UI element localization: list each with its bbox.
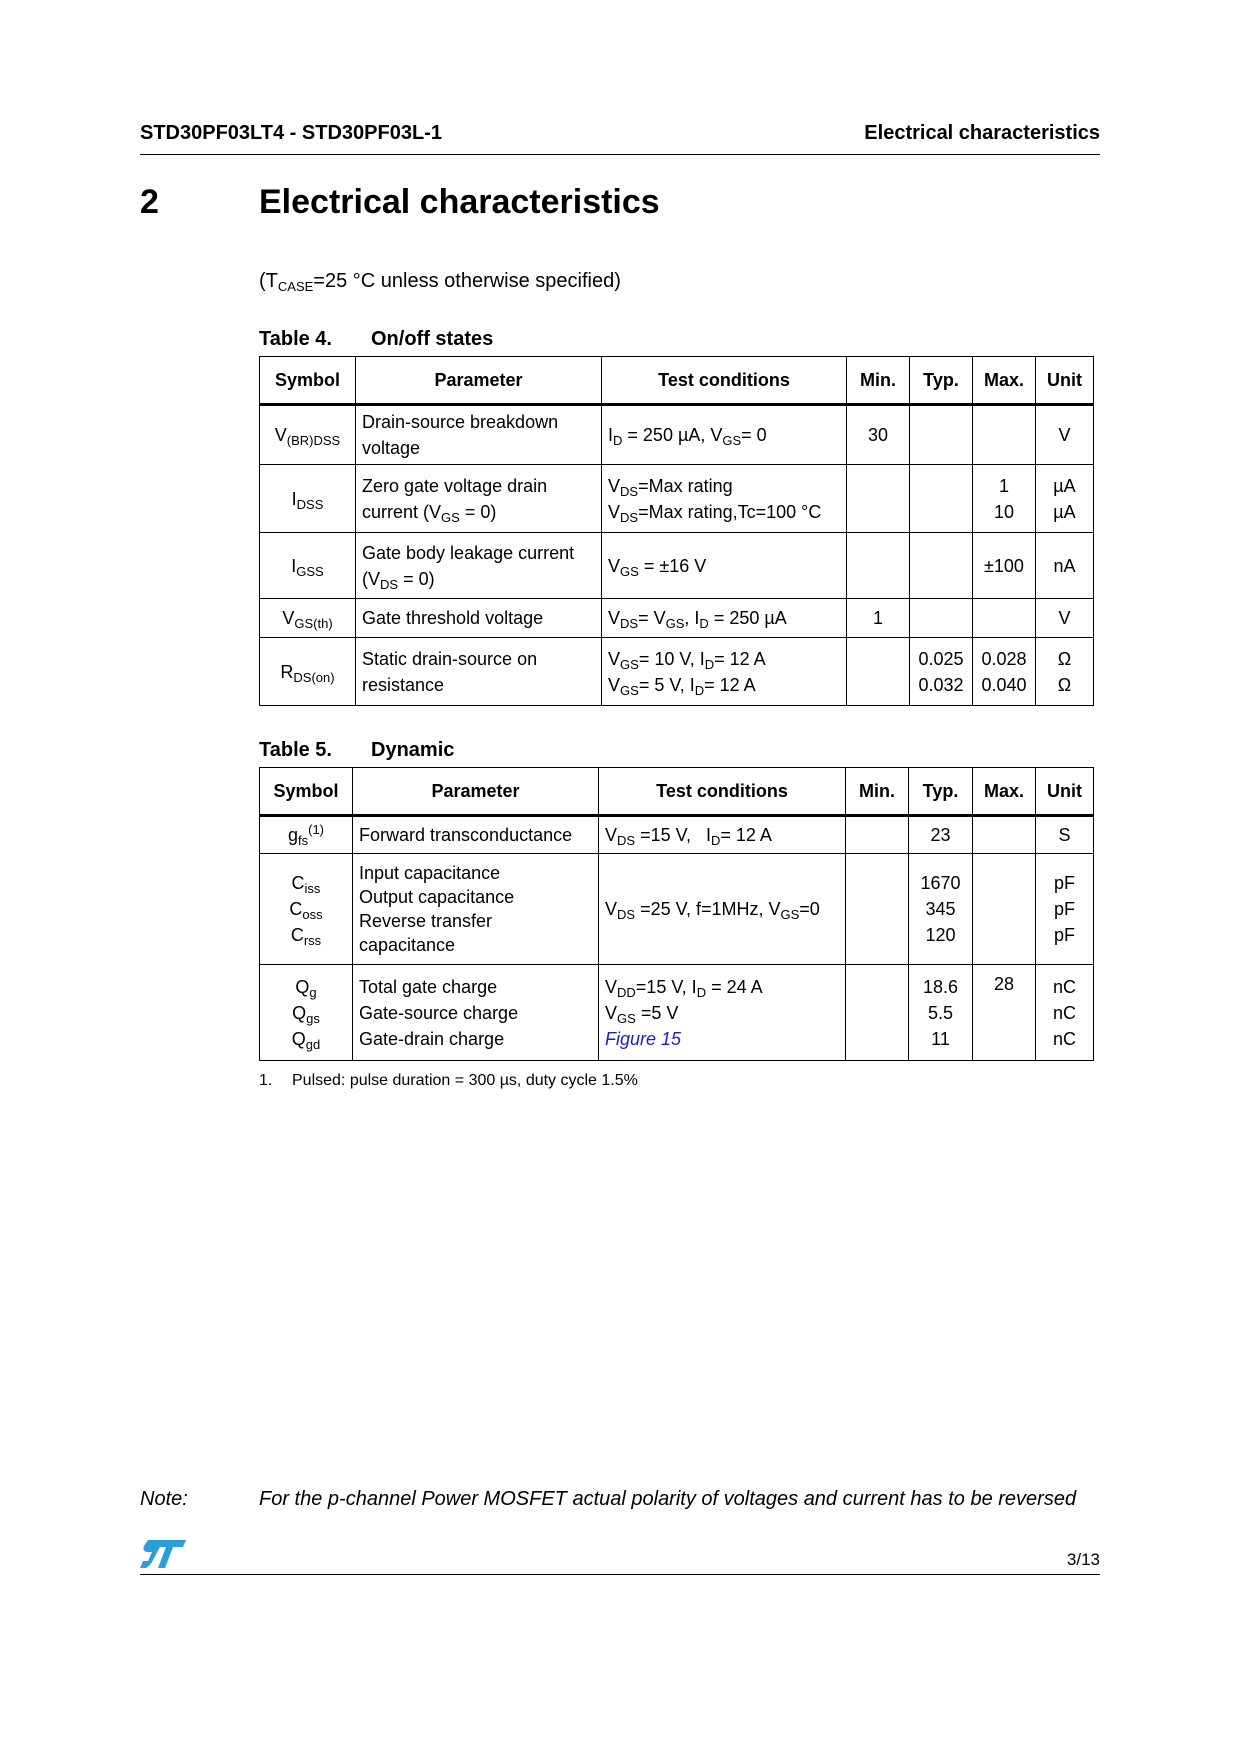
min-cell: [847, 465, 910, 533]
typ-cell: 23: [909, 816, 973, 854]
table4-name: On/off states: [371, 328, 494, 350]
symbol-cell: $R_{DS(on)}$: [260, 638, 356, 706]
parameter-cell: Drain-source breakdown voltage: [356, 405, 602, 465]
unit-cell: V: [1036, 599, 1094, 638]
unit-cell: nA: [1036, 533, 1094, 599]
min-cell: 1: [847, 599, 910, 638]
test-conditions-cell: $V_{DD}=15$ V, $I_D = 24$ A $V_{GS} =5$ V Figure 15: [599, 965, 846, 1061]
col-min: Min.: [847, 357, 910, 405]
parameter-cell: Gate body leakage current $(V_{DS} = 0)$: [356, 533, 602, 599]
min-cell: [846, 965, 909, 1061]
section-title: Electrical characteristics: [259, 183, 660, 221]
table-row: [260, 405, 1094, 465]
table-row: [260, 599, 1094, 638]
table5-header-row: [260, 768, 1094, 816]
table4-caption: [259, 328, 494, 351]
col-test-conditions: Test conditions: [602, 357, 847, 405]
test-conditions-cell: $V_{DS}=Max$ rating $V_{DS}=Max$ rating,Tc=100 °C: [602, 465, 847, 533]
typ-cell: 1670 345 120: [909, 854, 973, 965]
table-row: [260, 965, 1094, 1061]
test-conditions-cell: $V_{DS}= V_{GS}$, $I_D = 250$ µA: [602, 599, 847, 638]
max-cell: 1 10: [973, 465, 1036, 533]
unit-cell: pF pF pF: [1036, 854, 1094, 965]
col-max: Max.: [973, 357, 1036, 405]
max-cell: [973, 816, 1036, 854]
typ-cell: [910, 533, 973, 599]
table5-label: Table 5.: [259, 739, 332, 761]
col-symbol: Symbol: [260, 768, 353, 816]
symbol-cell: $V_{GS(th)}$: [260, 599, 356, 638]
table5-name: Dynamic: [371, 739, 455, 761]
table5-footnote: [259, 1072, 638, 1090]
footnote-text: Pulsed: pulse duration = 300 µs, duty cycle 1.5%: [292, 1072, 638, 1089]
parameter-cell: Zero gate voltage drain current $(V_{GS} = 0)$: [356, 465, 602, 533]
symbol-cell: $I_{DSS}$: [260, 465, 356, 533]
section-number: 2: [140, 183, 159, 221]
min-cell: [846, 854, 909, 965]
symbol-cell: $C_{iss}$ $C_{oss}$ $C_{rss}$: [260, 854, 353, 965]
parameter-cell: Forward transconductance: [353, 816, 599, 854]
header-doc-title: STD30PF03LT4 - STD30PF03L-1: [140, 122, 442, 144]
table5-caption: [259, 739, 455, 762]
min-cell: [847, 638, 910, 706]
min-cell: 30: [847, 405, 910, 465]
symbol-cell: $V_{(BR)DSS}$: [260, 405, 356, 465]
figure-15-link[interactable]: Figure 15: [605, 1028, 682, 1049]
col-parameter: Parameter: [356, 357, 602, 405]
table-row: [260, 533, 1094, 599]
max-cell: [973, 599, 1036, 638]
table4-label: Table 4.: [259, 328, 332, 350]
parameter-cell: Gate threshold voltage: [356, 599, 602, 638]
min-cell: [846, 816, 909, 854]
note-label: Note:: [140, 1488, 188, 1510]
table-row: [260, 854, 1094, 965]
col-max: Max.: [973, 768, 1036, 816]
typ-cell: [910, 465, 973, 533]
col-typ: Typ.: [910, 357, 973, 405]
test-conditions-cell: $V_{DS} =15$ V, $I_D= 12$ A: [599, 816, 846, 854]
unit-cell: µA µA: [1036, 465, 1094, 533]
test-conditions-cell: $V_{GS} = \pm 16$ V: [602, 533, 847, 599]
unit-cell: V: [1036, 405, 1094, 465]
page-number: 3/13: [1066, 1550, 1100, 1569]
max-cell: 28: [973, 965, 1036, 1061]
typ-cell: [910, 599, 973, 638]
typ-cell: 0.025 0.032: [910, 638, 973, 706]
parameter-cell: Total gate charge Gate-source charge Gate-drain charge: [353, 965, 599, 1061]
symbol-cell: $Q_g$ $Q_{gs}$ $Q_{gd}$: [260, 965, 353, 1061]
col-unit: Unit: [1036, 357, 1094, 405]
max-cell: [973, 405, 1036, 465]
table-row: [260, 638, 1094, 706]
parameter-cell: Input capacitance Output capacitance Reverse transfer capacitance: [353, 854, 599, 965]
col-test-conditions: Test conditions: [599, 768, 846, 816]
header-section-name: Electrical characteristics: [864, 122, 1100, 144]
st-logo-icon: [140, 1538, 188, 1570]
table-row: [260, 816, 1094, 854]
test-condition-note: ($T_{CASE}=25$ °C unless otherwise specified): [259, 270, 621, 294]
table4-header-row: [260, 357, 1094, 405]
symbol-cell: $g_{fs}^{(1)}$: [260, 816, 353, 854]
typ-cell: [910, 405, 973, 465]
unit-cell: Ω Ω: [1036, 638, 1094, 706]
max-cell: [973, 854, 1036, 965]
footnote-number: 1.: [259, 1072, 273, 1089]
col-typ: Typ.: [909, 768, 973, 816]
max-cell: ±100: [973, 533, 1036, 599]
symbol-cell: $I_{GSS}$: [260, 533, 356, 599]
unit-cell: S: [1036, 816, 1094, 854]
table5-dynamic: [259, 767, 1094, 1061]
table4-on-off-states: [259, 356, 1094, 706]
min-cell: [847, 533, 910, 599]
max-cell: 0.028 0.040: [973, 638, 1036, 706]
test-conditions-cell: $I_D = 250$ µA, $V_{GS}= 0$: [602, 405, 847, 465]
col-parameter: Parameter: [353, 768, 599, 816]
table-row: [260, 465, 1094, 533]
test-conditions-cell: $V_{GS}= 10$ V, $I_D= 12$ A $V_{GS}= 5$ V, $I_D= 12$ A: [602, 638, 847, 706]
unit-cell: nC nC nC: [1036, 965, 1094, 1061]
header-rule: [140, 154, 1100, 155]
col-symbol: Symbol: [260, 357, 356, 405]
footer-rule: [140, 1574, 1100, 1575]
parameter-cell: Static drain-source on resistance: [356, 638, 602, 706]
typ-cell: 18.6 5.5 11: [909, 965, 973, 1061]
note-text: For the p-channel Power MOSFET actual polarity of voltages and current has to be reversed: [259, 1488, 1077, 1510]
col-min: Min.: [846, 768, 909, 816]
test-conditions-cell: $V_{DS} =25$ V, f=1MHz, $V_{GS}=0$: [599, 854, 846, 965]
col-unit: Unit: [1036, 768, 1094, 816]
